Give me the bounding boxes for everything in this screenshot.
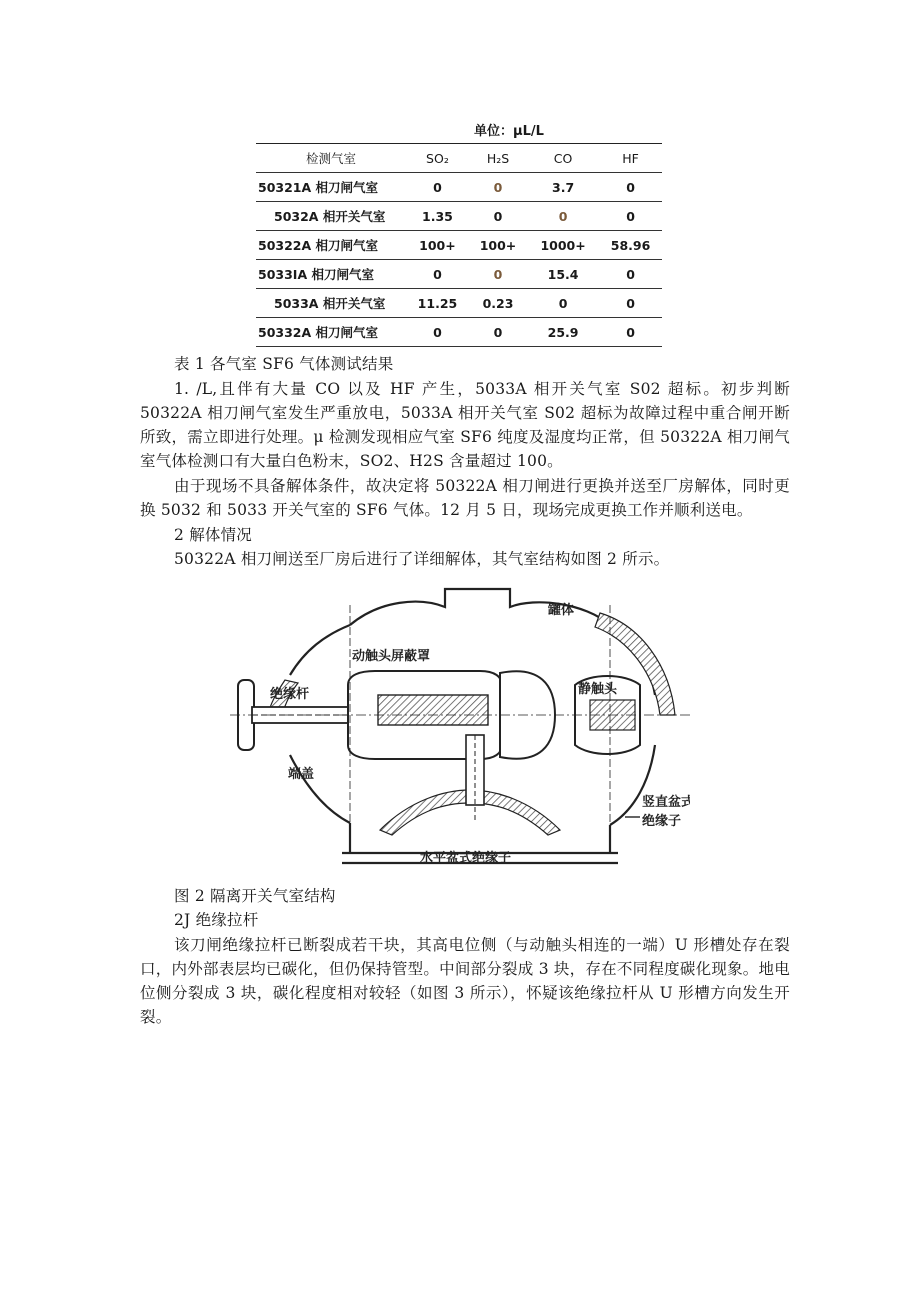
table-cell: 0 <box>406 260 469 289</box>
table-cell: 0 <box>599 202 662 231</box>
table-cell: 0 <box>599 173 662 202</box>
paragraph-replacement: 由于现场不具备解体条件，故决定将 50322A 相刀闸进行更换并送至厂房解体，同时更换 5032 和 5033 开关气室的 SF6 气体。12 月 5 日，现场完成更换工作并顺利送电。 <box>140 477 790 519</box>
table-cell: 0 <box>406 173 469 202</box>
paragraph-findings: 1. /L,且伴有大量 CO 以及 HF 产生，5033A 相开关气室 S02 超标。初步判断 50322A 相刀闸气室发生严重放电，5033A 相开关气室 S02 超标为故障过程中重合闸开断所致，需立即进行处理。μ 检测发现相应气室 SF6 纯度及湿度均正常，但 50322A 相刀闸气室气体检测口有大量白色粉末，SO2、H2S 含量超过 100。 <box>140 380 790 470</box>
table-cell: 0 <box>527 289 599 318</box>
label-end-cover: 端盖 <box>288 767 315 782</box>
table-cell: 15.4 <box>527 260 599 289</box>
table-row <box>256 260 662 289</box>
label-vertical-insulator-1: 竖直盆式 <box>642 795 690 810</box>
table-cell-chamber: 5033IA 相刀闸气室 <box>256 260 406 289</box>
table-cell: 11.25 <box>406 289 469 318</box>
table-cell: 0 <box>599 318 662 347</box>
table-caption: 表 1 各气室 SF6 气体测试结果 <box>174 355 394 373</box>
table-row <box>256 173 662 202</box>
label-tank: 罐体 <box>548 603 575 618</box>
table-cell: 0 <box>599 289 662 318</box>
table-cell: 0 <box>469 318 527 347</box>
gas-test-table <box>256 143 662 347</box>
label-horizontal-insulator: 水平盆式绝缘子 <box>420 851 512 866</box>
table-row <box>256 318 662 347</box>
table-row <box>256 202 662 231</box>
col-header-chamber: 检测气室 <box>256 144 406 173</box>
table-cell: 0 <box>469 260 527 289</box>
table-unit: 单位：μL/L <box>474 124 544 139</box>
label-moving-shield: 动触头屏蔽罩 <box>352 649 431 664</box>
col-header-co: CO <box>527 144 599 173</box>
label-insulating-rod: 绝缘杆 <box>270 687 310 702</box>
col-header-hf: HF <box>599 144 662 173</box>
table-cell-chamber: 50332A 相刀闸气室 <box>256 318 406 347</box>
section-heading-insulating-rod: 2J 绝缘拉杆 <box>174 911 259 929</box>
isolator-chamber-figure <box>230 585 690 880</box>
col-header-h2s: H₂S <box>469 144 527 173</box>
paragraph-figure-intro: 50322A 相刀闸送至厂房后进行了详细解体，其气室结构如图 2 所示。 <box>174 550 670 568</box>
table-cell: 25.9 <box>527 318 599 347</box>
table-cell-chamber: 50321A 相刀闸气室 <box>256 173 406 202</box>
figure-caption: 图 2 隔离开关气室结构 <box>174 887 336 905</box>
table-cell-chamber: 5032A 相开关气室 <box>256 202 406 231</box>
label-static-contact: 静触头 <box>578 682 618 697</box>
table-cell-chamber: 50322A 相刀闸气室 <box>256 231 406 260</box>
table-cell: 100+ <box>406 231 469 260</box>
table-header-row <box>256 144 662 173</box>
table-cell: 0 <box>469 202 527 231</box>
label-vertical-insulator-2: 绝缘子 <box>642 814 682 829</box>
isolator-chamber-diagram <box>230 585 690 880</box>
table-cell: 0.23 <box>469 289 527 318</box>
spring-housing <box>378 695 488 725</box>
table-cell: 1000+ <box>527 231 599 260</box>
paragraph-insulating-rod: 该刀闸绝缘拉杆已断裂成若干块，其高电位侧（与动触头相连的一端）U 形槽处存在裂口，内外部表层均已碳化，但仍保持管型。中间部分裂成 3 块，存在不同程度碳化现象。地电位侧分裂成 3 块，碳化程度相对较轻（如图 3 所示），怀疑该绝缘拉杆从 U 形槽方向发生开裂。 <box>140 936 790 1026</box>
table-cell: 3.7 <box>527 173 599 202</box>
table-cell: 0 <box>599 260 662 289</box>
section-heading-disassembly: 2 解体情况 <box>174 526 252 544</box>
table-row <box>256 289 662 318</box>
table-cell: 0 <box>527 202 599 231</box>
col-header-so2: SO₂ <box>406 144 469 173</box>
table-cell: 1.35 <box>406 202 469 231</box>
table-cell: 58.96 <box>599 231 662 260</box>
table-row <box>256 231 662 260</box>
table-cell-chamber: 5033A 相开关气室 <box>256 289 406 318</box>
table-cell: 0 <box>469 173 527 202</box>
table-cell: 100+ <box>469 231 527 260</box>
table-cell: 0 <box>406 318 469 347</box>
